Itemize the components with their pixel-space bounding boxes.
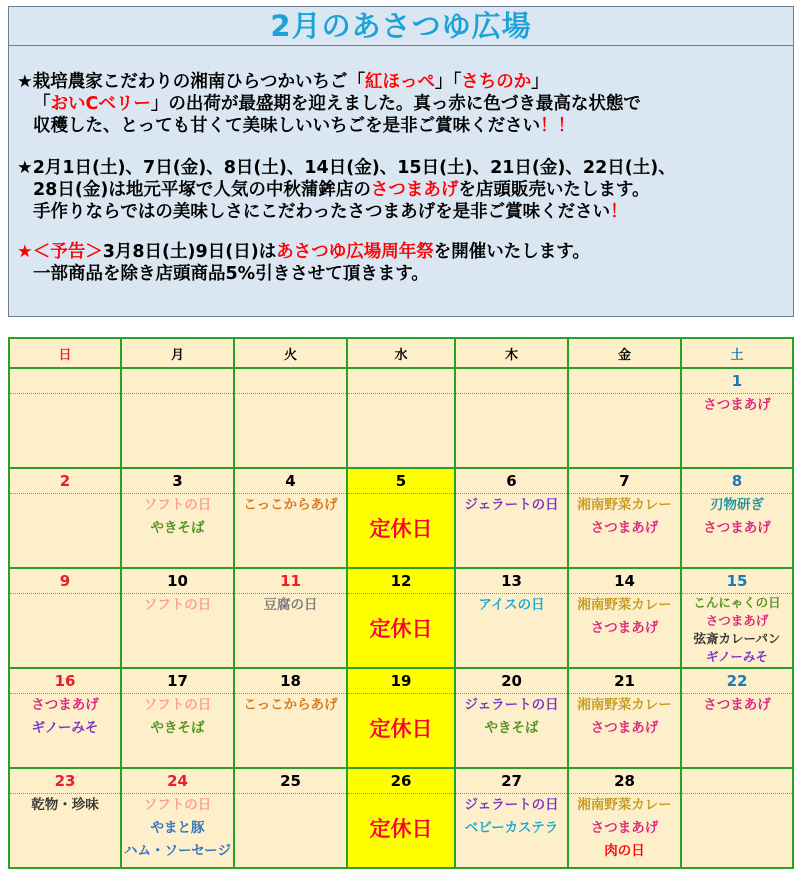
- weekday-header: 日: [9, 338, 121, 368]
- day-number: [569, 369, 680, 394]
- day-number: 8: [682, 469, 792, 494]
- day-number: 18: [235, 669, 346, 694]
- calendar-day-cell: [9, 768, 121, 868]
- calendar-week-row: [9, 568, 793, 668]
- weekday-header: 金: [568, 338, 681, 368]
- day-number: 15: [682, 569, 792, 594]
- day-number: [682, 769, 792, 794]
- calendar-day-cell: [455, 768, 568, 868]
- closed-day-label: 定休日: [369, 517, 433, 541]
- calendar-day-cell: [121, 768, 234, 868]
- calendar-day-cell: [121, 668, 234, 768]
- day-number: 28: [569, 769, 680, 794]
- day-number: [10, 369, 120, 394]
- calendar-week-row: [9, 668, 793, 768]
- notice-text: ★＜予告＞: [17, 242, 103, 262]
- weekday-header: 水: [347, 338, 455, 368]
- day-number: 10: [122, 569, 233, 594]
- notice-text: 手作りならではの美味しさにこだわったさつまあげを是非ご賞味ください: [33, 202, 611, 222]
- notice-text: 収穫した、とっても甘くて美味しいいちごを是非ご賞味ください: [33, 116, 541, 136]
- day-number: 5: [348, 469, 454, 494]
- calendar-day-cell: [234, 668, 347, 768]
- calendar-event: さつまあげ: [703, 697, 771, 713]
- notice-text: ！: [610, 202, 628, 222]
- day-number: 2: [10, 469, 120, 494]
- calendar-event: ソフトの日: [143, 797, 212, 813]
- calendar-event: やきそば: [484, 720, 539, 736]
- calendar-day-cell: [9, 468, 121, 568]
- calendar-event: ハム・ソーセージ: [124, 843, 231, 859]
- calendar-event: さつまあげ: [590, 520, 659, 536]
- event-calendar: [8, 337, 794, 869]
- calendar-day-cell: [347, 368, 455, 468]
- notice-line: [17, 93, 787, 115]
- notice-text: 「: [33, 94, 51, 114]
- notice-text: 」「: [435, 72, 462, 92]
- day-number: 24: [122, 769, 233, 794]
- calendar-day-cell: [347, 668, 455, 768]
- day-number: 19: [348, 669, 454, 694]
- day-number: [348, 369, 454, 394]
- weekday-header: 月: [121, 338, 234, 368]
- day-number: [456, 369, 567, 394]
- calendar-event: さつまあげ: [705, 613, 769, 628]
- calendar-day-cell: [347, 768, 455, 868]
- notice-text: 一部商品を除き店頭商品5%引きさせて頂きます。: [33, 264, 429, 284]
- calendar-event: ギノーみそ: [31, 720, 99, 736]
- calendar-day-cell: [234, 768, 347, 868]
- day-number: 26: [348, 769, 454, 794]
- notice-text: あさつゆ広場周年祭: [276, 242, 434, 262]
- calendar-day-cell: [568, 668, 681, 768]
- calendar-day-cell: [681, 368, 793, 468]
- calendar-event: ギノーみそ: [706, 649, 768, 664]
- notice-text: 紅ほっぺ: [365, 72, 436, 92]
- day-number: 20: [456, 669, 567, 694]
- calendar-week-row: [9, 368, 793, 468]
- weekday-header-row: [9, 338, 793, 368]
- notice-text: さちのか: [461, 72, 532, 92]
- calendar-day-cell: [455, 368, 568, 468]
- notice-text: を開催いたします。: [433, 242, 590, 262]
- day-number: 6: [456, 469, 567, 494]
- notice-3: [17, 241, 787, 285]
- notice-1: [17, 71, 787, 137]
- calendar-day-cell: [568, 568, 681, 668]
- calendar-day-cell: [455, 668, 568, 768]
- day-number: 25: [235, 769, 346, 794]
- day-number: 13: [456, 569, 567, 594]
- calendar-event: 弦斎カレーパン: [693, 631, 781, 646]
- calendar-day-cell: [121, 568, 234, 668]
- announcement-panel: [8, 6, 794, 317]
- notice-2: [17, 157, 787, 223]
- notice-text: ★2月1日(土)、7日(金)、8日(土)、14日(金)、15日(土)、21日(金)、22日(土)、: [17, 158, 676, 178]
- day-number: 17: [122, 669, 233, 694]
- calendar-day-cell: [121, 468, 234, 568]
- calendar-event: こっこからあげ: [243, 497, 338, 513]
- notice-line: [17, 263, 787, 285]
- calendar-event: やきそば: [150, 720, 205, 736]
- calendar-event: 肉の日: [604, 843, 645, 859]
- weekday-header: 土: [681, 338, 793, 368]
- calendar-day-cell: [234, 368, 347, 468]
- calendar-event: 湘南野菜カレー: [577, 797, 672, 813]
- calendar-event: ソフトの日: [143, 697, 212, 713]
- day-number: 23: [10, 769, 120, 794]
- calendar-event: ジェラートの日: [464, 797, 559, 813]
- notice-line: [17, 157, 787, 179]
- calendar-event: さつまあげ: [31, 697, 99, 713]
- calendar-day-cell: [568, 368, 681, 468]
- notice-line: [17, 115, 787, 137]
- calendar-event: こっこからあげ: [243, 697, 338, 713]
- closed-day-label: 定休日: [369, 717, 433, 741]
- notice-line: [17, 201, 787, 223]
- calendar-event: 湘南野菜カレー: [577, 497, 672, 513]
- calendar-event: アイスの日: [478, 597, 545, 613]
- notice-text: を店頭販売いたします。: [458, 180, 650, 200]
- weekday-header: 火: [234, 338, 347, 368]
- notice-text: ★栽培農家こだわりの湘南ひらつかいちご「: [17, 72, 366, 92]
- day-number: 12: [348, 569, 454, 594]
- calendar-day-cell: [9, 668, 121, 768]
- closed-day-label: 定休日: [369, 617, 433, 641]
- calendar-event: さつまあげ: [590, 720, 659, 736]
- calendar-day-cell: [9, 368, 121, 468]
- calendar-event: やきそば: [150, 520, 205, 536]
- calendar-event: ジェラートの日: [464, 497, 559, 513]
- calendar-day-cell: [568, 768, 681, 868]
- calendar-day-cell: [681, 668, 793, 768]
- notice-text: ！！: [540, 116, 576, 136]
- calendar-event: 湘南野菜カレー: [577, 597, 672, 613]
- notice-text: 3月8日(土)9日(日)は: [102, 242, 277, 262]
- calendar-week-row: [9, 468, 793, 568]
- calendar-event: ジェラートの日: [464, 697, 559, 713]
- calendar-day-cell: [455, 468, 568, 568]
- calendar-day-cell: [347, 568, 455, 668]
- weekday-header: 木: [455, 338, 568, 368]
- notice-line: [17, 179, 787, 201]
- calendar-day-cell: [681, 768, 793, 868]
- calendar-day-cell: [234, 468, 347, 568]
- calendar-event: 乾物・珍味: [31, 797, 99, 813]
- calendar-day-cell: [234, 568, 347, 668]
- calendar-day-cell: [681, 568, 793, 668]
- calendar-event: さつまあげ: [590, 820, 659, 836]
- day-number: [235, 369, 346, 394]
- calendar-day-cell: [455, 568, 568, 668]
- calendar-week-row: [9, 768, 793, 868]
- calendar-event: さつまあげ: [703, 520, 771, 536]
- calendar-event: ソフトの日: [143, 597, 212, 613]
- notice-text: さつまあげ: [370, 180, 459, 200]
- day-number: 7: [569, 469, 680, 494]
- calendar-event: 湘南野菜カレー: [577, 697, 672, 713]
- calendar-day-cell: [347, 468, 455, 568]
- calendar-event: さつまあげ: [590, 620, 659, 636]
- calendar-event: 刃物研ぎ: [710, 497, 764, 513]
- calendar-event: こんにゃくの日: [693, 595, 781, 610]
- calendar-event: 豆腐の日: [263, 597, 318, 613]
- day-number: 22: [682, 669, 792, 694]
- day-number: 4: [235, 469, 346, 494]
- notice-text: おいCベリー: [50, 94, 151, 114]
- notice-text: 28日(金)は地元平塚で人気の中秋蒲鉾店の: [33, 180, 371, 200]
- notice-text: 」の出荷が最盛期を迎えました。真っ赤に色づき最高な状態で: [150, 94, 641, 114]
- calendar-day-cell: [9, 568, 121, 668]
- notice-text: 」: [531, 72, 549, 92]
- calendar-event: さつまあげ: [703, 397, 771, 413]
- day-number: 27: [456, 769, 567, 794]
- day-number: 11: [235, 569, 346, 594]
- day-number: [122, 369, 233, 394]
- calendar-day-cell: [121, 368, 234, 468]
- calendar-day-cell: [681, 468, 793, 568]
- calendar-event: やまと豚: [150, 820, 205, 836]
- closed-day-label: 定休日: [369, 817, 433, 841]
- day-number: 21: [569, 669, 680, 694]
- notice-line: [17, 71, 787, 93]
- day-number: 16: [10, 669, 120, 694]
- calendar-event: ソフトの日: [143, 497, 212, 513]
- calendar-event: ベビーカステラ: [464, 820, 559, 836]
- notice-line: [17, 241, 787, 263]
- page-title: 2月のあさつゆ広場: [9, 7, 793, 46]
- day-number: 3: [122, 469, 233, 494]
- day-number: 1: [682, 369, 792, 394]
- day-number: 9: [10, 569, 120, 594]
- calendar-day-cell: [568, 468, 681, 568]
- day-number: 14: [569, 569, 680, 594]
